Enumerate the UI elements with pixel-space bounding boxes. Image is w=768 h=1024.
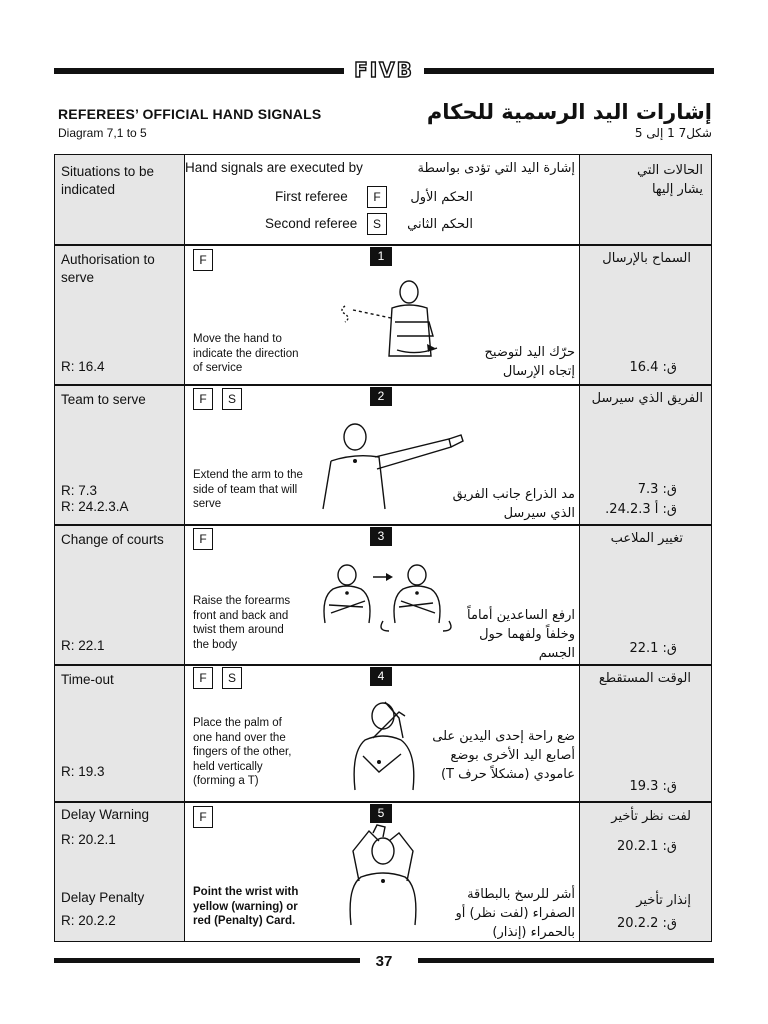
row5-description-en: Point the wrist with yellow (warning) or red (Penalty) Card. xyxy=(193,886,299,927)
row4-signal-number: 4 xyxy=(370,667,392,686)
row3-situation-en: Change of courts xyxy=(61,532,164,547)
page-title-en: REFEREES’ OFFICIAL HAND SIGNALS xyxy=(58,106,322,122)
row2-signal-number: 2 xyxy=(370,387,392,406)
delay-figure xyxy=(343,821,423,931)
legend-first-referee-ar: الحكم الأول xyxy=(410,190,473,205)
row3-rule-ar: ق: 22.1 xyxy=(629,641,677,656)
page-number: 37 xyxy=(375,953,393,970)
second-referee-box: S xyxy=(367,213,387,235)
row1-referee-box-f: F xyxy=(193,249,213,271)
legend-signals-en: Hand signals are executed by xyxy=(185,160,363,175)
page-subtitle-en: Diagram 7,1 to 5 xyxy=(58,126,147,140)
row2-situation-en: Team to serve xyxy=(61,392,146,407)
row2-rule-ar-2: ق: أ 24.2.3. xyxy=(605,502,677,517)
row1-description-ar: حرّك اليد لتوضيح إتجاه الإرسال xyxy=(484,345,575,379)
row-divider xyxy=(55,384,711,386)
row5-rule-en-2: R: 20.2.2 xyxy=(61,913,116,928)
first-referee-box: F xyxy=(367,186,387,208)
row4-situation-en: Time-out xyxy=(61,672,114,687)
legend-situations-ar: الحالات التي يشار إليها xyxy=(636,163,703,197)
row5-description-ar: أشر للرسخ بالبطاقة الصفراء (لفت نظر) أو بالحمراء (إنذار) xyxy=(455,887,575,940)
time-out-figure xyxy=(349,698,429,793)
row5-referee-box-f: F xyxy=(193,806,213,828)
row2-referee-box-f: F xyxy=(193,388,213,410)
row5-rule-ar-2: ق: 20.2.2 xyxy=(617,916,677,931)
row2-rule-en: R: 7.3 xyxy=(61,483,98,498)
row4-rule-en: R: 19.3 xyxy=(61,764,105,779)
row-divider xyxy=(55,801,711,803)
row1-description-en: Move the hand to indicate the direction of service xyxy=(193,333,299,374)
row-divider xyxy=(55,664,711,666)
top-rule-left xyxy=(54,68,344,74)
row4-situation-ar: الوقت المستقطع xyxy=(598,671,691,686)
authorisation-to-serve-figure xyxy=(317,278,447,363)
row2-situation-ar: الفريق الذي سيرسل xyxy=(591,391,703,406)
fivb-logo: FIVB xyxy=(354,58,414,82)
row5-situation-ar: لفت نظر تأخير xyxy=(611,809,691,824)
row3-rule-en: R: 22.1 xyxy=(61,638,105,653)
row2-description-en: Extend the arm to the side of team that will serve xyxy=(193,469,303,510)
team-to-serve-figure xyxy=(317,417,467,513)
row3-signal-number: 3 xyxy=(370,527,392,546)
row5-situation-ar-2: إنذار تأخير xyxy=(636,893,691,908)
row5-situation-en: Delay Warning xyxy=(61,807,150,822)
page-title-ar: إشارات اليد الرسمية للحكام xyxy=(426,100,712,124)
row2-referee-box-s: S xyxy=(222,388,242,410)
row-divider xyxy=(55,244,711,246)
top-rule-right xyxy=(424,68,714,74)
legend-first-referee-en: First referee xyxy=(275,189,348,204)
row4-description-en: Place the palm of one hand over the fingers of the other, held vertically (forming a T) xyxy=(193,717,292,787)
legend-second-referee-ar: الحكم الثاني xyxy=(407,217,473,232)
bottom-rule-right xyxy=(418,958,714,963)
row1-rule-en: R: 16.4 xyxy=(61,359,105,374)
row-divider xyxy=(55,524,711,526)
row1-rule-ar: ق: 16.4 xyxy=(629,360,677,375)
bottom-rule-left xyxy=(54,958,360,963)
legend-signals-ar: إشارة اليد التي تؤدى بواسطة xyxy=(417,161,575,176)
row4-referee-box-f: F xyxy=(193,667,213,689)
row5-signal-number: 5 xyxy=(370,804,392,823)
row1-signal-number: 1 xyxy=(370,247,392,266)
row3-description-ar: ارفع الساعدين أماماً وخلفاً ولفهما حول الجسم xyxy=(467,608,575,661)
row3-situation-ar: تغيير الملاعب xyxy=(610,531,683,546)
row5-situation-en-2: Delay Penalty xyxy=(61,890,145,905)
change-of-courts-figure xyxy=(313,563,463,633)
row4-referee-box-s: S xyxy=(222,667,242,689)
row3-referee-box-f: F xyxy=(193,528,213,550)
page-subtitle-ar: شكل7 1 إلى 5 xyxy=(634,126,712,140)
legend-second-referee-en: Second referee xyxy=(265,216,358,231)
signals-table xyxy=(54,154,712,942)
row4-description-ar: ضع راحة إحدى اليدين على أصابع اليد الأخرى بوضع عامودي (مشكلاً حرف T) xyxy=(432,729,575,782)
row2-rule-en-2: R: 24.2.3.A xyxy=(61,499,129,514)
row2-rule-ar: ق: 7.3 xyxy=(637,482,677,497)
row2-description-ar: مد الذراع جانب الفريق الذي سيرسل xyxy=(452,487,575,521)
row1-situation-ar: السماح بالإرسال xyxy=(602,251,691,266)
row5-rule-en: R: 20.2.1 xyxy=(61,832,116,847)
legend-situations-en: Situations to be indicated xyxy=(61,164,155,197)
row3-description-en: Raise the forearms front and back and twist them around the body xyxy=(193,595,291,651)
row5-rule-ar: ق: 20.2.1 xyxy=(617,839,677,854)
row4-rule-ar: ق: 19.3 xyxy=(629,779,677,794)
row1-situation-en: Authorisation to serve xyxy=(61,252,155,285)
